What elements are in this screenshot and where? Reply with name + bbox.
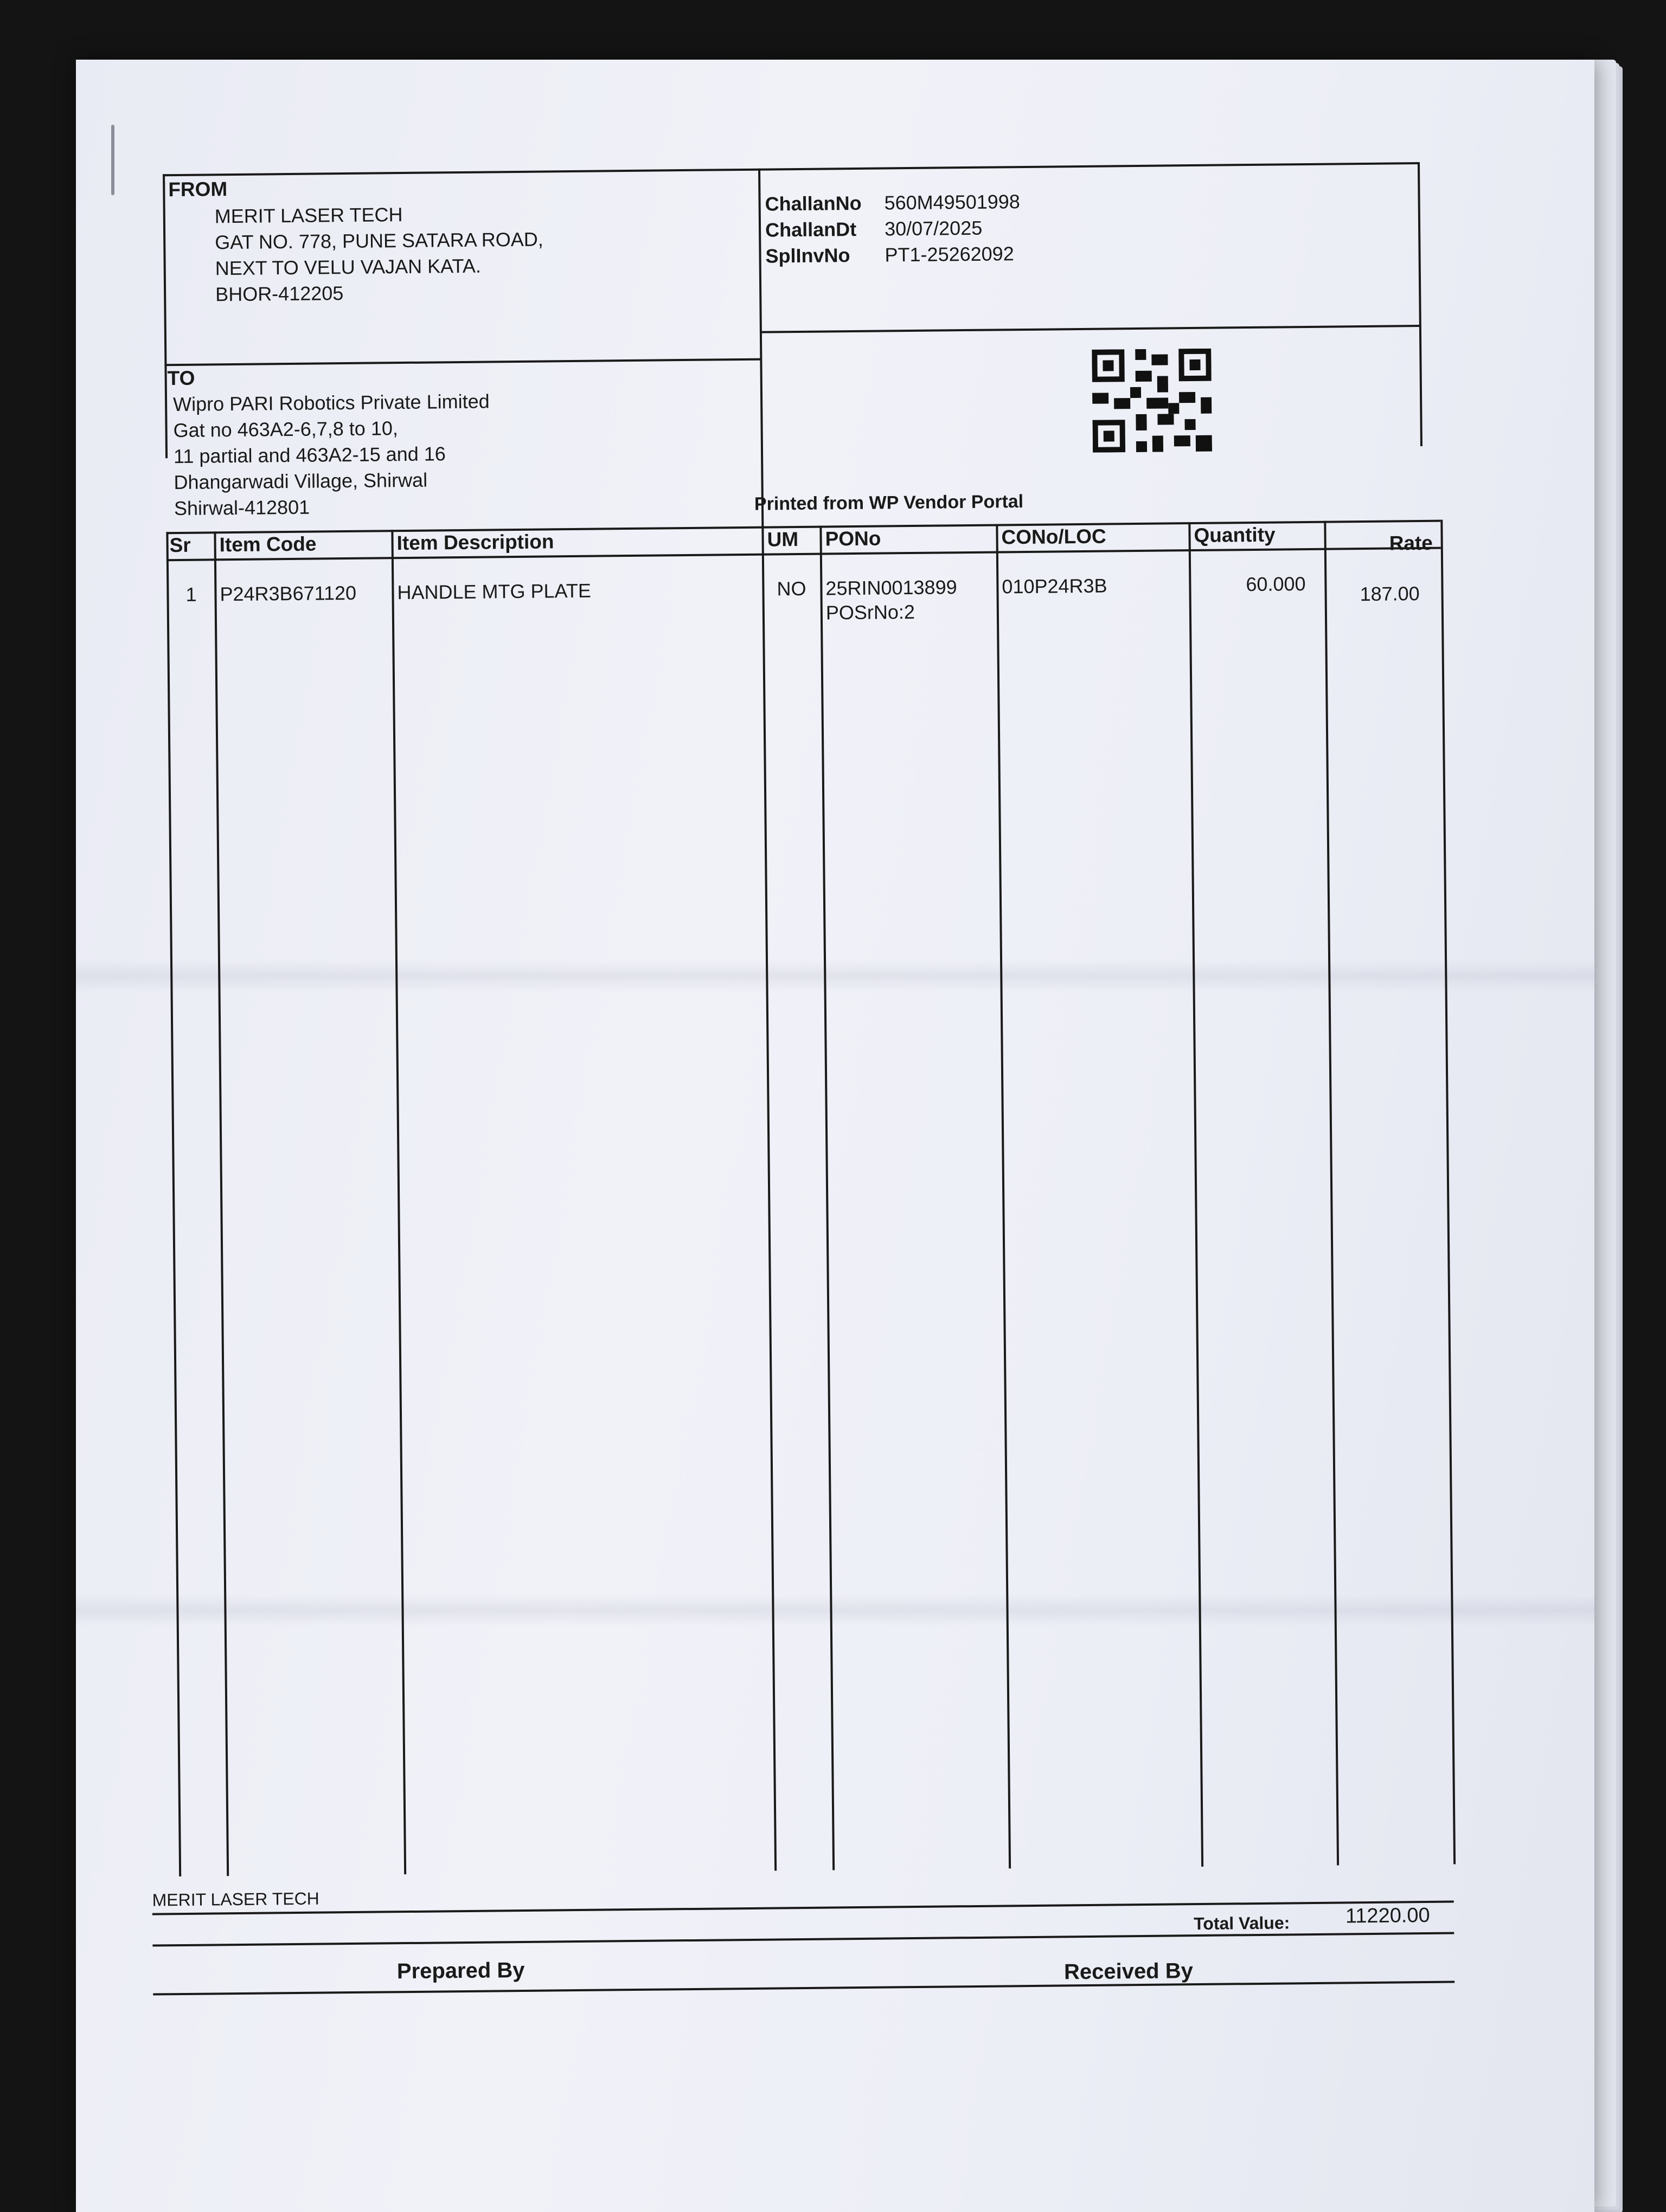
challan-dt-row <box>765 217 983 242</box>
items-table <box>166 520 1459 1899</box>
header-item-description: Item Description <box>396 530 554 555</box>
table-header <box>166 520 1440 562</box>
prepared-by-label: Prepared By <box>396 1958 525 1984</box>
challan-no-value: 560M49501998 <box>884 190 1021 214</box>
spl-inv-row <box>765 242 1014 267</box>
from-line: GAT NO. 778, PUNE SATARA ROAD, <box>215 228 543 254</box>
total-value: 11220.00 <box>1345 1904 1430 1928</box>
column-border <box>996 524 1011 1868</box>
challan-sheet <box>76 60 1594 2212</box>
column-border <box>1188 522 1203 1867</box>
to-line: Gat no 463A2-6,7,8 to 10, <box>173 417 399 442</box>
cell-item-code: P24R3B671120 <box>220 581 357 606</box>
challan-no-label: ChallanNo <box>765 191 862 215</box>
footer-line <box>152 1932 1454 1947</box>
challan-dt-label: ChallanDt <box>765 217 857 241</box>
column-border <box>214 531 229 1876</box>
cell-quantity: 60.000 <box>1246 573 1306 596</box>
from-label: FROM <box>168 178 228 201</box>
spl-inv-label: SplInvNo <box>765 244 850 267</box>
cell-rate: 187.00 <box>1360 582 1420 606</box>
to-label: TO <box>167 366 195 390</box>
cell-po-no: 25RIN0013899 <box>825 576 957 600</box>
column-border <box>819 526 835 1870</box>
spl-inv-value: PT1-25262092 <box>885 242 1014 266</box>
staple-mark <box>111 125 114 195</box>
challan-dt-value: 30/07/2025 <box>884 216 983 240</box>
delivery-challan <box>152 162 1449 1990</box>
challan-footer <box>152 1878 1454 1999</box>
column-border <box>391 530 406 1874</box>
header-um: UM <box>767 528 799 551</box>
footer-company: MERIT LASER TECH <box>152 1888 319 1910</box>
from-line: NEXT TO VELU VAJAN KATA. <box>215 254 482 280</box>
to-line: Dhangarwadi Village, Shirwal <box>174 468 428 494</box>
footer-line <box>153 1981 1454 1996</box>
qr-code-icon <box>1092 349 1212 453</box>
column-border <box>1324 521 1339 1866</box>
to-line: Shirwal-412801 <box>174 496 310 520</box>
column-border <box>1440 520 1456 1864</box>
header-quantity: Quantity <box>1194 523 1276 547</box>
total-value-label: Total Value: <box>1193 1913 1290 1934</box>
vendor-portal-note: Printed from WP Vendor Portal <box>754 491 1024 515</box>
header-po-no: PONo <box>825 527 881 550</box>
header-rate: Rate <box>1389 531 1433 555</box>
challan-no-row <box>765 190 1020 216</box>
header-co-no: CONo/LOC <box>1001 525 1106 549</box>
from-line: BHOR-412205 <box>215 282 344 306</box>
column-border <box>166 532 181 1876</box>
cell-co-no: 010P24R3B <box>1002 574 1107 598</box>
received-by-label: Received By <box>1063 1959 1194 1984</box>
cell-sr: 1 <box>185 583 197 606</box>
cell-po-sr: POSrNo:2 <box>825 600 915 624</box>
to-line: Wipro PARI Robotics Private Limited <box>172 390 490 416</box>
cell-um: NO <box>777 577 806 600</box>
header-item-code: Item Code <box>219 532 317 556</box>
header-sr: Sr <box>169 533 191 557</box>
cell-item-description: HANDLE MTG PLATE <box>397 579 592 604</box>
from-line: MERIT LASER TECH <box>214 203 403 228</box>
column-border <box>761 526 777 1871</box>
to-line: 11 partial and 463A2-15 and 16 <box>173 442 446 468</box>
